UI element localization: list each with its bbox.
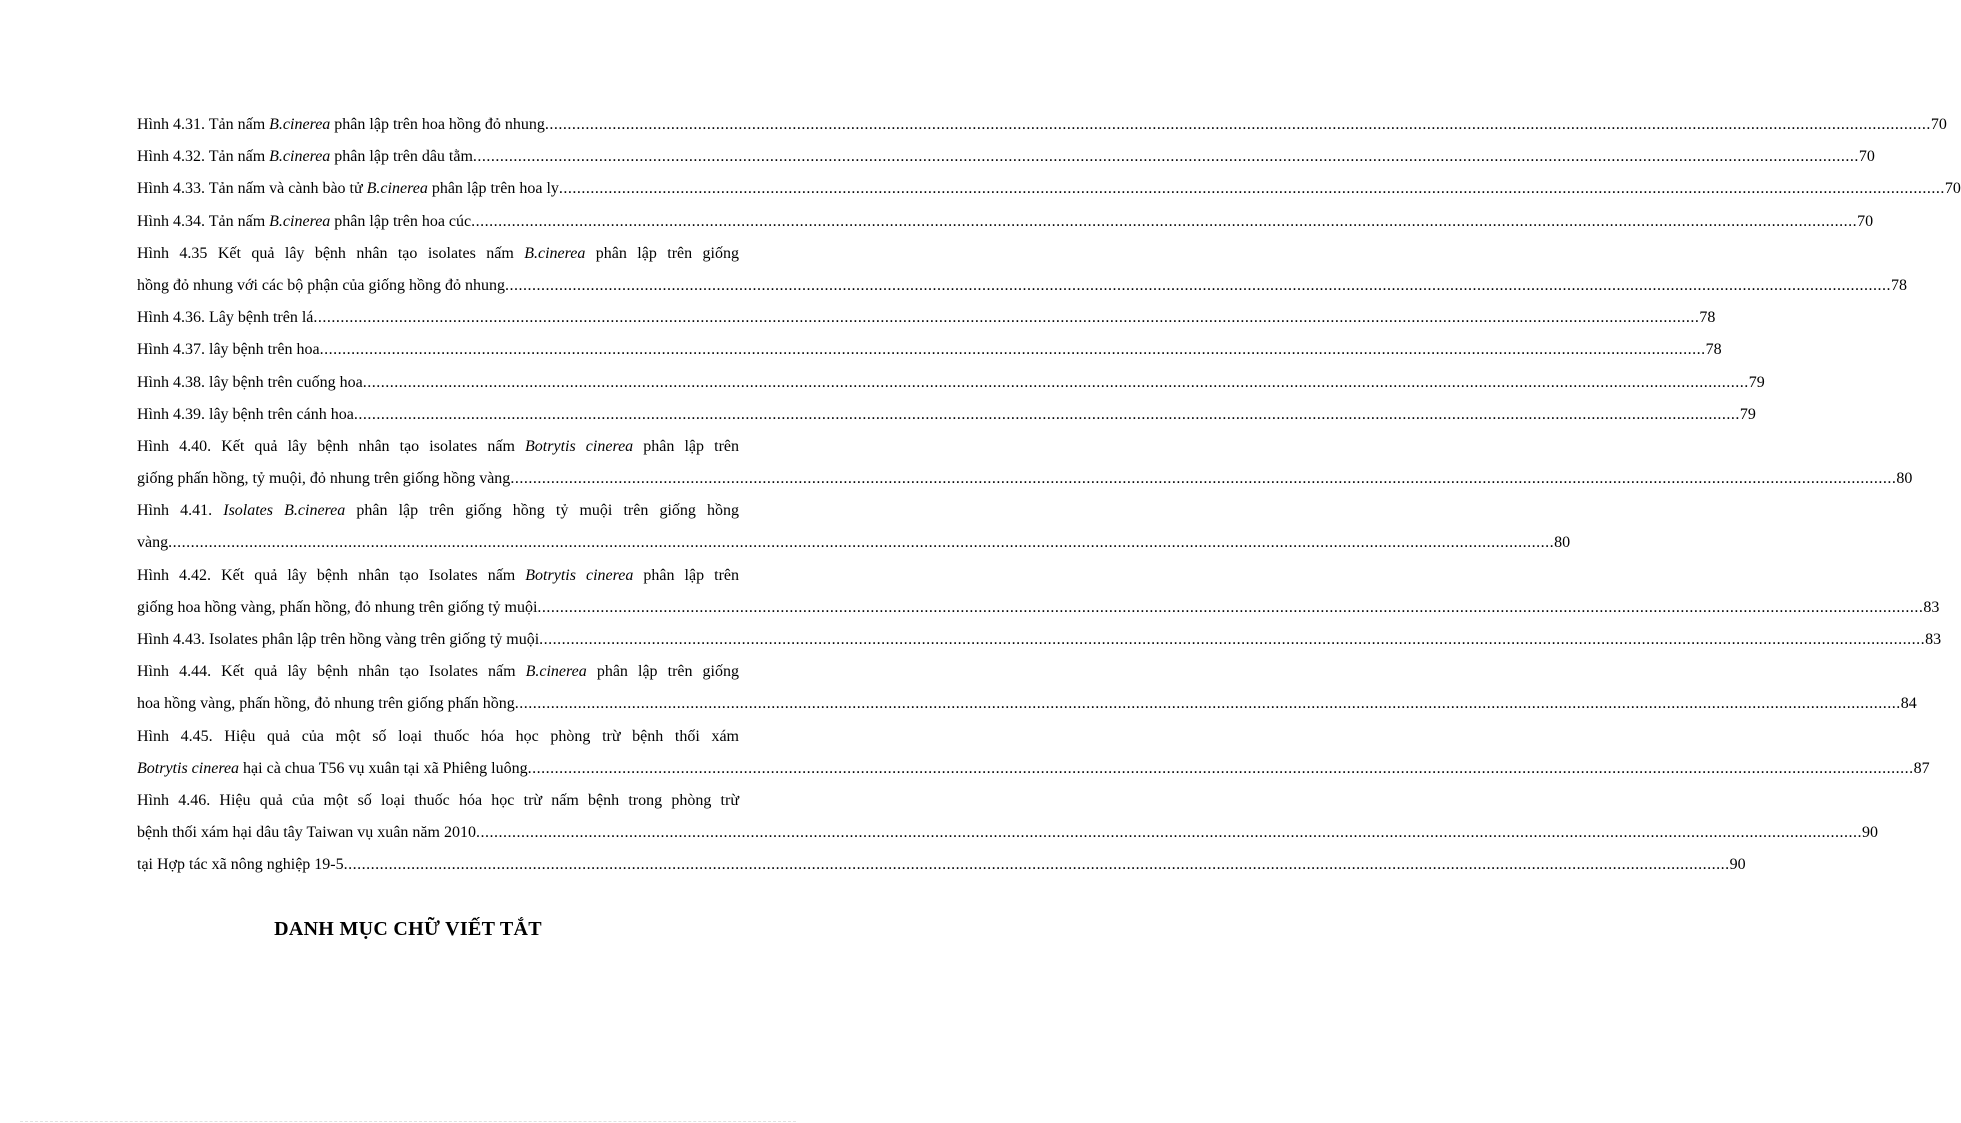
toc-entry-h432[interactable] bbox=[137, 146, 1875, 178]
toc-page-number: 84 bbox=[1900, 695, 1917, 713]
toc-page-number: 80 bbox=[1554, 534, 1571, 552]
toc-entry-text: Hình 4.41. Isolates B.cinerea phân lập trên giống hồng tỷ muội trên giống hồng bbox=[137, 502, 740, 520]
toc-entry-text: Hình 4.38. lây bệnh trên cuống hoa bbox=[137, 373, 363, 391]
toc-entry-h434[interactable] bbox=[137, 211, 1874, 243]
toc-entry-h438[interactable] bbox=[137, 372, 1765, 404]
toc-entry-h443[interactable] bbox=[137, 629, 1942, 661]
dot-leader bbox=[313, 307, 1699, 329]
dot-leader bbox=[473, 146, 1859, 168]
toc-page-number: 70 bbox=[1930, 116, 1947, 133]
dot-leader bbox=[559, 178, 1945, 200]
toc-entry-h431[interactable] bbox=[137, 114, 1947, 146]
toc-page-number: 70 bbox=[1858, 148, 1875, 166]
dot-leader bbox=[528, 758, 1914, 780]
toc-entry-text: Hình 4.35 Kết quả lây bệnh nhân tạo isolates nấm B.cinerea phân lập trên giống bbox=[137, 244, 739, 262]
toc-entry-h441b[interactable] bbox=[137, 532, 1571, 564]
toc-page-number: 83 bbox=[1925, 631, 1942, 648]
toc-entry-text: Hình 4.42. Kết quả lây bệnh nhân tạo Isolates nấm Botrytis cinerea phân lập trên bbox=[137, 566, 740, 584]
toc-entry-text: giống hoa hồng vàng, phấn hồng, đỏ nhung trên giống tỷ muội bbox=[137, 598, 538, 616]
toc-entry-h445a[interactable] bbox=[137, 726, 739, 758]
toc-page-number: 70 bbox=[1944, 180, 1961, 198]
toc-entry-text: bệnh thối xám hại dâu tây Taiwan vụ xuân năm 2010 bbox=[137, 824, 476, 842]
page-bottom-divider bbox=[20, 1121, 796, 1122]
toc-entry-text: vàng bbox=[137, 534, 169, 552]
toc-page-number: 78 bbox=[1705, 341, 1722, 359]
toc-entry-h436[interactable] bbox=[137, 307, 1716, 339]
toc-entry-text: Hình 4.40. Kết quả lây bệnh nhân tạo isolates nấm Botrytis cinerea phân lập trên bbox=[137, 437, 740, 455]
dot-leader bbox=[344, 854, 1730, 876]
toc-page-number: 83 bbox=[1923, 598, 1940, 616]
dot-leader bbox=[545, 114, 1931, 136]
toc-entry-text: hoa hồng vàng, phấn hồng, đỏ nhung trên giống phấn hồng bbox=[137, 695, 515, 713]
toc-entry-h442b[interactable] bbox=[137, 597, 1940, 629]
toc-entry-h446a[interactable] bbox=[137, 790, 739, 822]
dot-leader bbox=[510, 468, 1896, 490]
toc-page-number: 79 bbox=[1748, 373, 1765, 391]
toc-entry-text: Botrytis cinerea hại cà chua T56 vụ xuân tại xã Phiêng luông bbox=[137, 759, 528, 777]
toc-entry-h435a[interactable] bbox=[137, 243, 739, 275]
toc-entry-text: giống phấn hồng, tỷ muội, đỏ nhung trên giống hồng vàng bbox=[137, 470, 511, 488]
dot-leader bbox=[354, 404, 1740, 426]
toc-entry-h441a[interactable] bbox=[137, 500, 739, 532]
toc-entry-text: Hình 4.33. Tản nấm và cành bào tử B.cinerea phân lập trên hoa ly bbox=[137, 180, 559, 198]
toc-page-number: 90 bbox=[1729, 856, 1746, 874]
toc-entry-text: Hình 4.43. Isolates phân lập trên hồng vàng trên giống tỷ muội bbox=[137, 631, 540, 648]
toc-entry-h439[interactable] bbox=[137, 404, 1756, 436]
toc-entry-h435b[interactable] bbox=[137, 275, 1907, 307]
toc-page-number: 70 bbox=[1857, 212, 1874, 230]
dot-leader bbox=[363, 372, 1749, 394]
toc-entry-text: Hình 4.46. Hiệu quả của một số loại thuốc hóa học trừ nấm bệnh trong phòng trừ bbox=[137, 791, 739, 809]
toc-page-number: 78 bbox=[1699, 309, 1716, 327]
toc-page-number: 90 bbox=[1861, 824, 1878, 842]
dot-leader bbox=[505, 275, 1891, 297]
toc-entry-h446b[interactable] bbox=[137, 822, 1878, 854]
toc-entry-text: Hình 4.37. lây bệnh trên hoa bbox=[137, 341, 320, 359]
toc-entry-text: Hình 4.36. Lây bệnh trên lá bbox=[137, 309, 314, 327]
toc-entry-text: Hình 4.44. Kết quả lây bệnh nhân tạo Isolates nấm B.cinerea phân lập trên giống bbox=[137, 663, 740, 681]
toc-entry-h440b[interactable] bbox=[137, 468, 1913, 500]
dot-leader bbox=[168, 532, 1554, 554]
dot-leader bbox=[515, 693, 1901, 715]
toc-entry-text: tại Hợp tác xã nông nghiệp 19-5 bbox=[137, 856, 344, 874]
toc-entry-h445b[interactable] bbox=[137, 758, 1930, 790]
toc-entry-text: hồng đỏ nhung với các bộ phận của giống hồng đỏ nhung bbox=[137, 276, 505, 294]
toc-entry-text: Hình 4.39. lây bệnh trên cánh hoa bbox=[137, 405, 354, 423]
dot-leader bbox=[320, 339, 1706, 361]
toc-entry-h433[interactable] bbox=[137, 178, 1961, 210]
toc-page-number: 80 bbox=[1896, 470, 1913, 488]
toc-entry-text: Hình 4.31. Tản nấm B.cinerea phân lập trên hoa hồng đỏ nhung bbox=[137, 116, 545, 133]
toc-page-number: 79 bbox=[1739, 405, 1756, 423]
list-of-figures bbox=[137, 114, 1961, 887]
toc-page-number: 78 bbox=[1890, 276, 1907, 294]
toc-entry-h437[interactable] bbox=[137, 339, 1722, 371]
toc-entry-text: Hình 4.34. Tản nấm B.cinerea phân lập trên hoa cúc bbox=[137, 212, 472, 230]
dot-leader bbox=[471, 211, 1857, 233]
dot-leader bbox=[537, 597, 1923, 619]
toc-entry-text: Hình 4.32. Tản nấm B.cinerea phân lập trên dâu tằm bbox=[137, 148, 473, 166]
toc-entry-h442a[interactable] bbox=[137, 565, 739, 597]
dot-leader bbox=[539, 629, 1925, 651]
abbreviations-heading: DANH MỤC CHỮ VIẾT TẮT bbox=[274, 918, 542, 940]
toc-entry-h440a[interactable] bbox=[137, 436, 739, 468]
dot-leader bbox=[476, 822, 1862, 844]
toc-page-number: 87 bbox=[1913, 759, 1930, 777]
toc-entry-h446c[interactable] bbox=[137, 854, 1746, 886]
toc-entry-h444b[interactable] bbox=[137, 693, 1917, 725]
toc-entry-h444a[interactable] bbox=[137, 661, 739, 693]
toc-entry-text: Hình 4.45. Hiệu quả của một số loại thuốc hóa học phòng trừ bệnh thối xám bbox=[137, 727, 739, 745]
